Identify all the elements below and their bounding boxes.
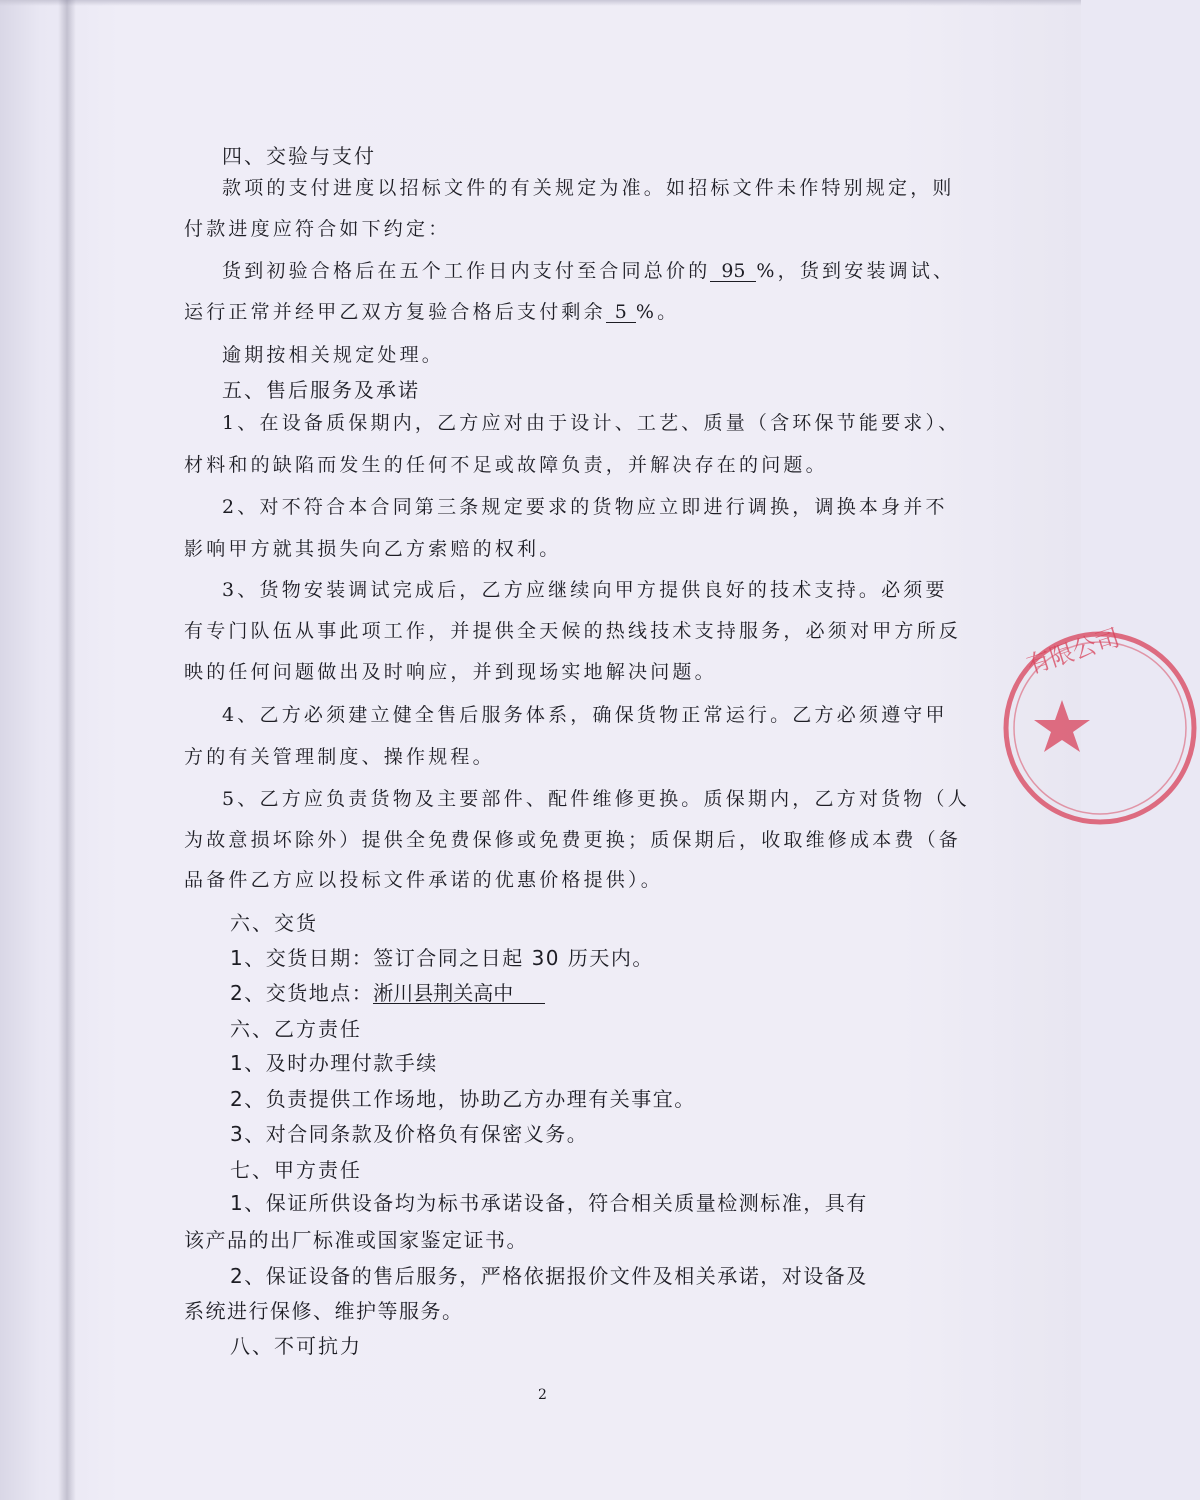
remaining-payment-percent: 5 [606,302,636,323]
section-8-title: 八、不可抗力 [230,1334,362,1358]
s6b-item-2: 2、负责提供工作场地，协助乙方办理有关事宜。 [230,1087,696,1111]
s5-item-1-a: 1、在设备质保期内，乙方应对由于设计、工艺、质量（含环保节能要求）、 [222,412,961,434]
s7-item-1-a: 1、保证所供设备均为标书承诺设备，符合相关质量检测标准，具有 [230,1191,868,1215]
section-6b-title: 六、乙方责任 [230,1017,362,1041]
section-6-title: 六、交货 [230,911,318,935]
page-top-edge [0,0,1081,6]
page-number: 2 [538,1387,547,1403]
s4-line-2: 付款进度应符合如下约定： [184,218,451,240]
company-seal [1000,623,1200,828]
s7-item-2-b: 系统进行保修、维护等服务。 [184,1299,464,1323]
delivery-location-value: 淅川县荆关高中 [373,983,545,1004]
delivery-location [230,980,545,1006]
s4-line-4-a: 运行正常并经甲乙双方复验合格后支付剩余 [184,301,606,323]
s6b-item-1: 1、及时办理付款手续 [230,1051,438,1075]
s5-item-5-c: 品备件乙方应以投标文件承诺的优惠价格提供）。 [184,869,663,891]
first-payment-percent: 95 [710,261,756,282]
section-7-title: 七、甲方责任 [230,1158,362,1182]
s4-line-3-a: 货到初验合格后在五个工作日内支付至合同总价的 [222,260,711,282]
s4-line-4 [184,299,679,325]
s5-item-4-b: 方的有关管理制度、操作规程。 [184,746,495,768]
section-4-title: 四、交验与支付 [222,144,376,168]
s5-item-3-b: 有专门队伍从事此项工作，并提供全天候的热线技术支持服务，必须对甲方所反 [184,620,962,642]
s4-line-3-b: %，货到安装调试、 [756,260,956,282]
s4-line-3 [222,258,955,284]
s7-item-2-a: 2、保证设备的售后服务，严格依据报价文件及相关承诺，对设备及 [230,1264,868,1288]
s5-item-2-a: 2、对不符合本合同第三条规定要求的货物应立即进行调换，调换本身并不 [222,496,948,518]
delivery-location-label: 2、交货地点： [230,981,374,1005]
s5-item-4-a: 4、乙方必须建立健全售后服务体系，确保货物正常运行。乙方必须遵守甲 [222,704,948,726]
s4-line-4-b: %。 [635,301,680,323]
seal-star [1034,700,1090,752]
s4-line-1: 款项的支付进度以招标文件的有关规定为准。如招标文件未作特别规定，则 [222,177,955,199]
s5-item-1-b: 材料和的缺陷而发生的任何不足或故障负责，并解决存在的问题。 [184,454,828,476]
s5-item-5-b: 为故意损坏除外）提供全免费保修或免费更换；质保期后，收取维修成本费（备 [184,829,962,851]
binding-fold [58,0,76,1500]
seal-text: 有限公司 [1023,623,1124,680]
delivery-date: 1、交货日期：签订合同之日起 30 历天内。 [230,946,654,970]
s6b-item-3: 3、对合同条款及价格负有保密义务。 [230,1122,589,1146]
s5-item-5-a: 5、乙方应负责货物及主要部件、配件维修更换。质保期内，乙方对货物（人 [222,788,970,810]
section-5-title: 五、售后服务及承诺 [222,378,420,402]
s4-line-5: 逾期按相关规定处理。 [222,344,445,366]
s5-item-2-b: 影响甲方就其损失向乙方索赔的权利。 [184,538,562,560]
s7-item-1-b: 该产品的出厂标准或国家鉴定证书。 [184,1228,528,1252]
s5-item-3-c: 映的任何问题做出及时响应，并到现场实地解决问题。 [184,661,717,683]
s5-item-3-a: 3、货物安装调试完成后，乙方应继续向甲方提供良好的技术支持。必须要 [222,579,948,601]
